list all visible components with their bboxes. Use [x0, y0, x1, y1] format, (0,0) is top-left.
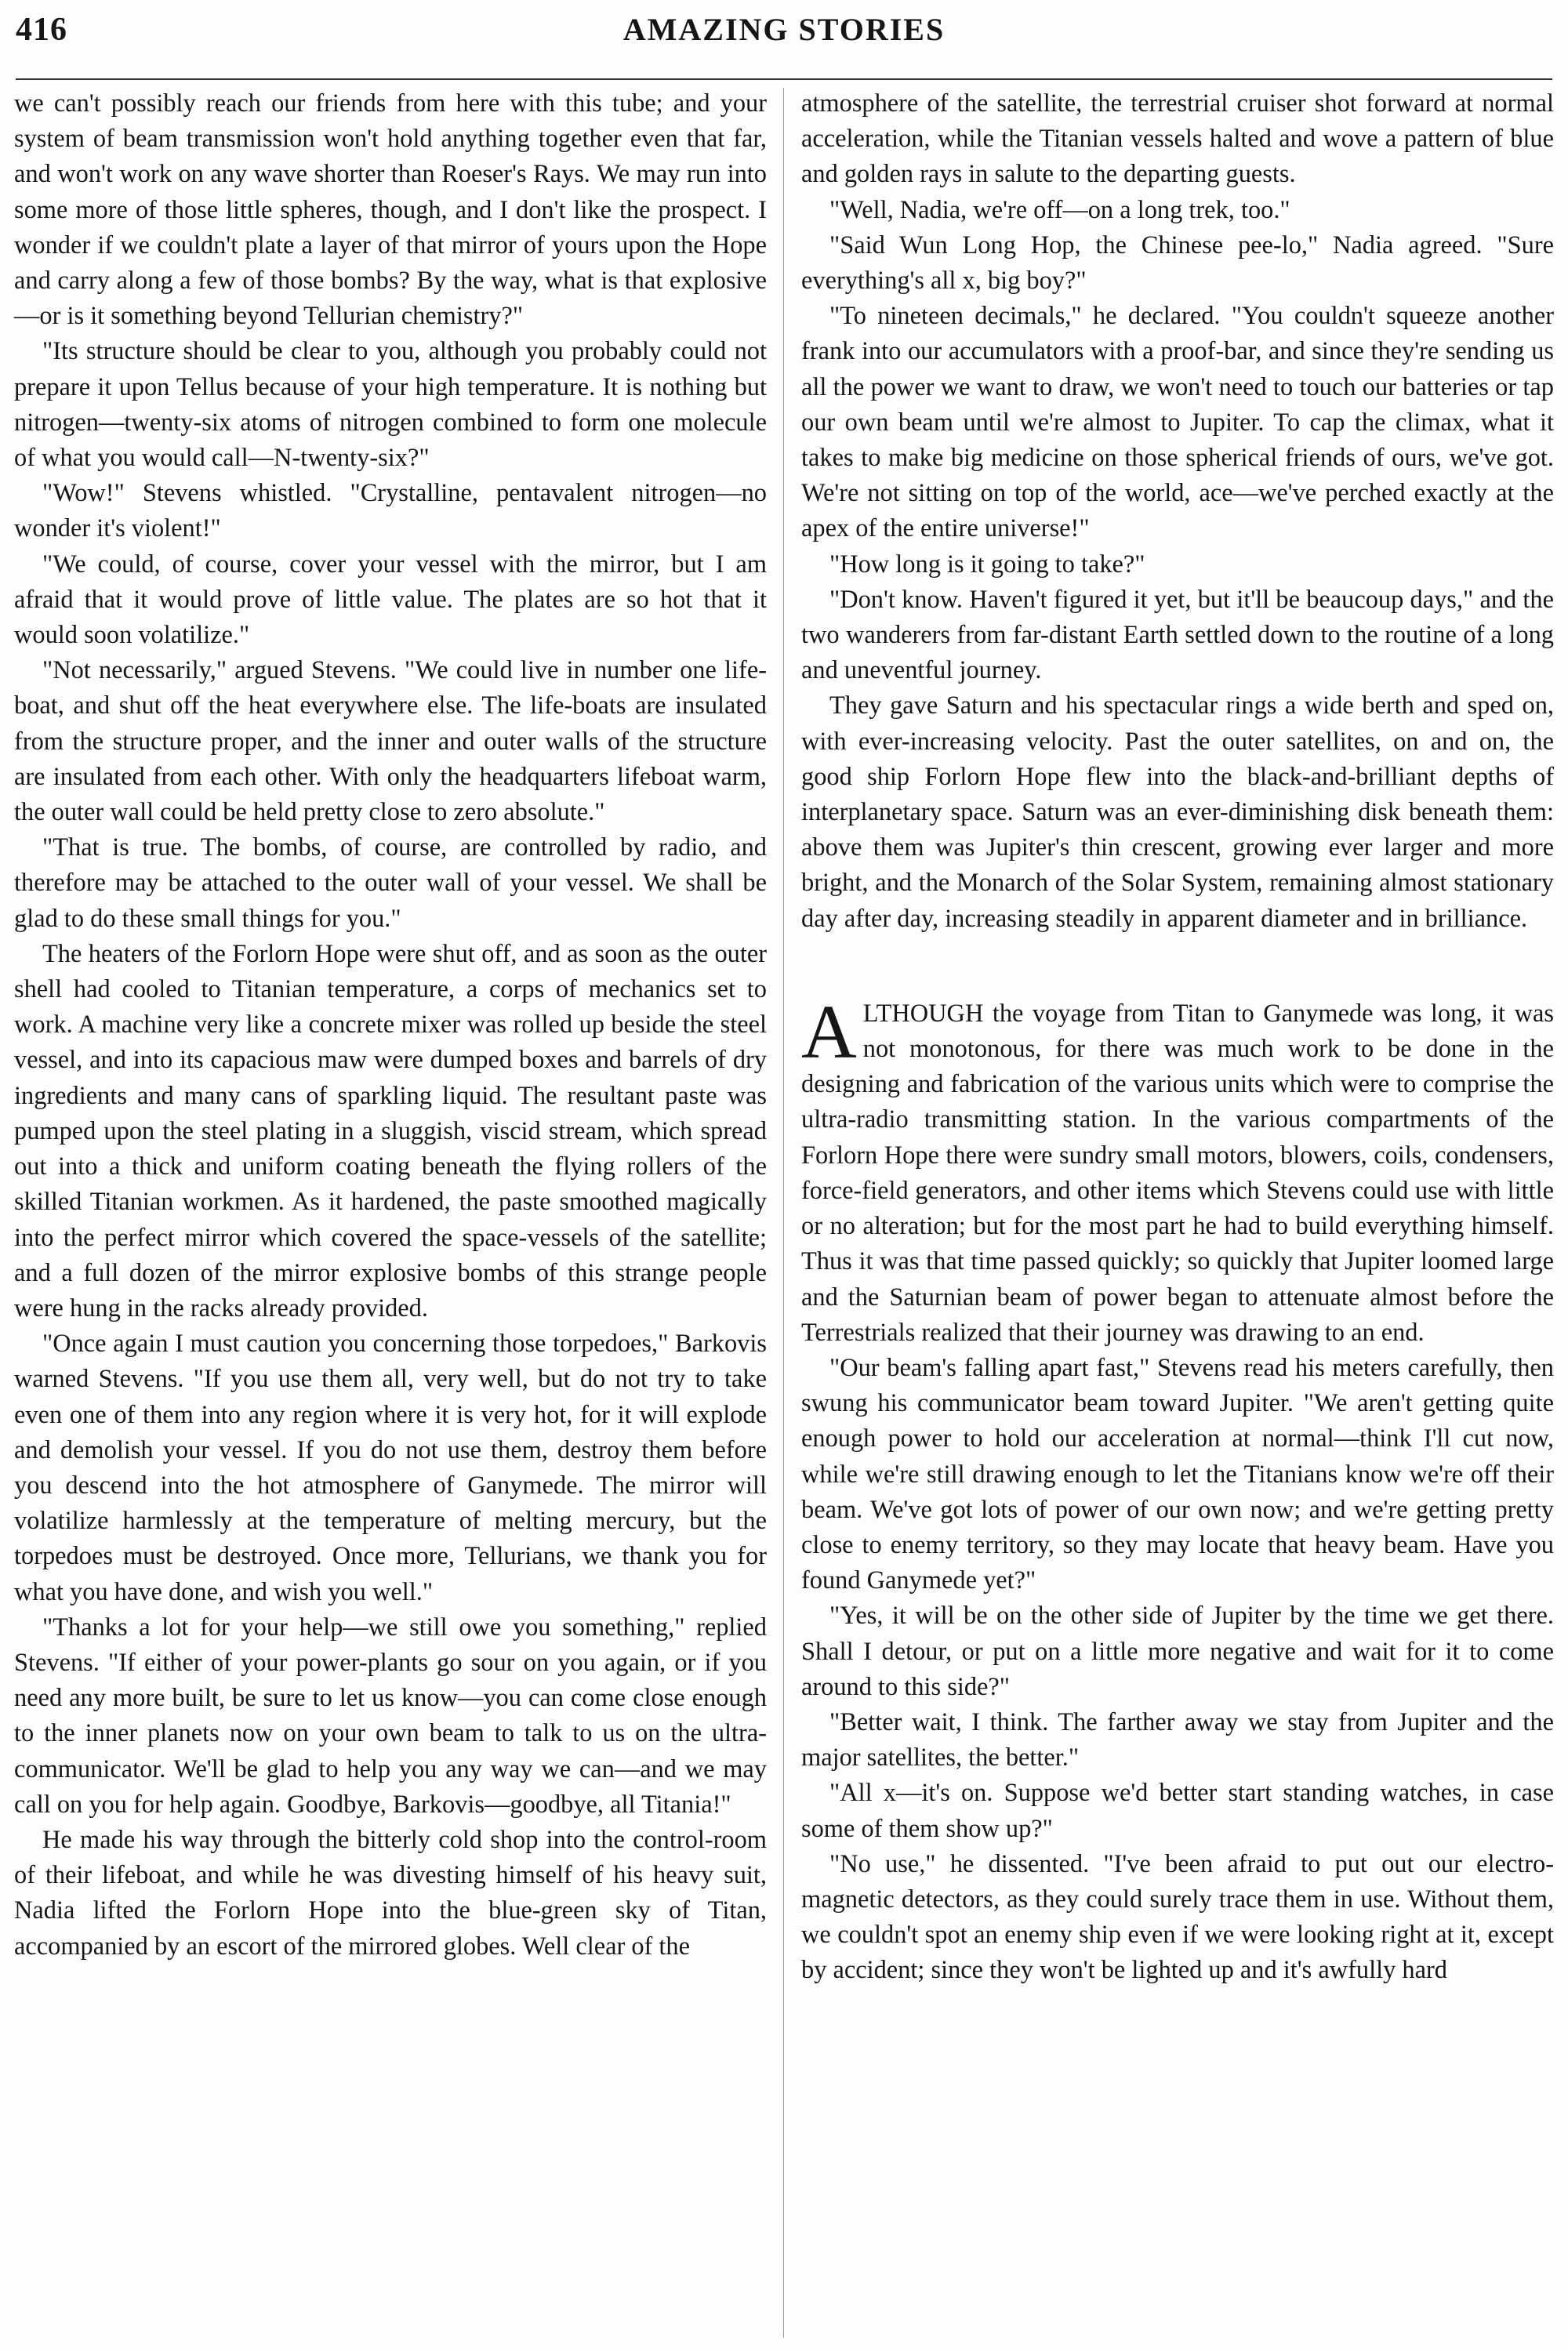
- paragraph: "Yes, it will be on the other side of Jupiter by the time we get there. Shall I detour, or put on a little more negative and wait for it to come around to this side?": [801, 1602, 1554, 1701]
- paragraph: He made his way through the bitterly cold shop into the control-room of their lifeboat, and while he was divesting himself of his heavy suit, Nadia lifted the Forlorn Hope into the blue-green sky of Titan, accompanied by an escort of the mirrored globes. Well clear of the: [14, 1825, 767, 1961]
- right-column: [801, 86, 1554, 1989]
- drop-cap-paragraph-text: LTHOUGH the voyage from Titan to Ganymede was long, it was not monotonous, for there was much work to be done in the designing and fabrication of the various units which were to comprise the ultra-radio transmitting station. In the various compartments of the Forlorn Hope there were sundry small motors, blowers, coils, condensers, force-field generators, and other items which Stevens could use with little or no alteration; but for the most part he had to build everything himself. Thus it was that time passed quickly; so quickly that Jupiter loomed large and the Saturnian beam of power began to attenuate almost before the Terrestrials realized that their journey was drawing to an end.: [801, 999, 1554, 1347]
- column-divider: [783, 88, 784, 2338]
- header-rule: [16, 78, 1552, 80]
- magazine-title: AMAZING STORIES: [622, 12, 946, 47]
- paragraph: "Said Wun Long Hop, the Chinese pee-lo," Nadia agreed. "Sure everything's all x, big boy?": [801, 230, 1554, 296]
- paragraph: "All x—it's on. Suppose we'd better start standing watches, in case some of them show up?": [801, 1779, 1554, 1843]
- paragraph: "Well, Nadia, we're off—on a long trek, too.": [829, 195, 1290, 224]
- section-break: [801, 937, 1554, 996]
- paragraph: "No use," he dissented. "I've been afraid to put out our electro-magnetic detectors, as they could surely trace them in use. Without them, we couldn't spot an enemy ship even if we were looking right at it, except by accident; since they won't be lighted up and it's awfully hard: [801, 1849, 1554, 1985]
- drop-cap-paragraph: [801, 989, 1554, 1351]
- left-column: [14, 86, 767, 1965]
- paragraph: "Wow!" Stevens whistled. "Crystalline, pentavalent nitrogen—no wonder it's violent!": [14, 479, 767, 543]
- paragraph: "Our beam's falling apart fast," Stevens read his meters carefully, then swung his communicator beam toward Jupiter. "We aren't getting quite enough power to hold our acceleration at normal—think I'll cut now, while we're still drawing enough to let the Titanians know we're off their beam. We've got lots of power of our own now; and we're getting pretty close to enemy territory, so they may locate that heavy beam. Have you found Ganymede yet?": [801, 1353, 1554, 1595]
- page-number: 416: [16, 12, 67, 48]
- paragraph: "Not necessarily," argued Stevens. "We could live in number one life-boat, and shut off the heat everywhere else. The life-boats are insulated from the structure proper, and the inner and outer walls of the structure are insulated from each other. With only the headquarters lifeboat warm, the outer wall could be held pretty close to zero absolute.": [14, 656, 767, 827]
- paragraph: "Thanks a lot for your help—we still owe you something," replied Stevens. "If either of your power-plants go sour on you again, or if you need any more built, be sure to let us know—you can come close enough to the inner planets now on your own beam to talk to us on the ultra-communicator. We'll be glad to help you any way we can—and we may call on you for help again. Goodbye, Barkovis—goodbye, all Titania!": [14, 1613, 767, 1819]
- paragraph: "To nineteen decimals," he declared. "You couldn't squeeze another frank into our accumulators with a proof-bar, and since they're sending us all the power we want to draw, we won't need to touch our batteries or tap our own beam until we're almost to Jupiter. To cap the climax, what it takes to make big medicine on those spherical friends of ours, we've got. We're not sitting on top of the world, ace—we've perched exactly at the apex of the entire universe!": [801, 302, 1554, 543]
- drop-cap-letter: A: [801, 989, 857, 1075]
- paragraph: atmosphere of the satellite, the terrestrial cruiser shot forward at normal acceleration, while the Titanian vessels halted and wove a pattern of blue and golden rays in salute to the departing guests.: [801, 89, 1554, 189]
- paragraph: "That is true. The bombs, of course, are controlled by radio, and therefore may be attached to the outer wall of your vessel. We shall be glad to do these small things for you.": [14, 833, 767, 933]
- paragraph: "Don't know. Haven't figured it yet, but it'll be beaucoup days," and the two wanderers from far-distant Earth settled down to the routine of a long and uneventful journey.: [801, 585, 1554, 685]
- paragraph: "How long is it going to take?": [829, 550, 1145, 579]
- paragraph: we can't possibly reach our friends from here with this tube; and your system of beam transmission won't hold anything together even that far, and won't work on any wave shorter than Roeser's Rays. We may run into some more of those little spheres, though, and I don't like the prospect. I wonder if we couldn't plate a layer of that mirror of yours upon the Hope and carry along a few of those bombs? By the way, what is that explosive—or is it something beyond Tellurian chemistry?": [14, 89, 767, 331]
- paragraph: They gave Saturn and his spectacular rings a wide berth and sped on, with ever-increasing velocity. Past the outer satellites, on and on, the good ship Forlorn Hope flew into the black-and-brilliant depths of interplanetary space. Saturn was an ever-diminishing disk beneath them: above them was Jupiter's thin crescent, growing ever larger and more bright, and the Monarch of the Solar System, remaining almost stationary day after day, increasing steadily in apparent diameter and in brilliance.: [801, 691, 1554, 933]
- paragraph: "Its structure should be clear to you, although you probably could not prepare it upon Tellus because of your high temperature. It is nothing but nitrogen—twenty-six atoms of nitrogen combined to form one molecule of what you would call—N-twenty-six?": [14, 337, 767, 473]
- paragraph: "We could, of course, cover your vessel with the mirror, but I am afraid that it would prove of little value. The plates are so hot that it would soon volatilize.": [14, 550, 767, 650]
- paragraph: The heaters of the Forlorn Hope were shut off, and as soon as the outer shell had cooled to Titanian temperature, a corps of mechanics set to work. A machine very like a concrete mixer was rolled up beside the steel vessel, and into its capacious maw were dumped boxes and barrels of dry ingredients and many cans of sparkling liquid. The resultant paste was pumped upon the steel plating in a sluggish, viscid stream, which spread out into a thick and uniform coating beneath the flying rollers of the skilled Titanian workmen. As it hardened, the paste smoothed magically into the perfect mirror which covered the space-vessels of the satellite; and a full dozen of the mirror explosive bombs of this strange people were hung in the racks already provided.: [14, 939, 767, 1322]
- paragraph: "Better wait, I think. The farther away we stay from Jupiter and the major satellites, the better.": [801, 1707, 1554, 1772]
- paragraph: "Once again I must caution you concerning those torpedoes," Barkovis warned Stevens. "If you use them all, very well, but do not try to take even one of them into any region where it is very hot, for it will explode and demolish your vessel. If you do not use them, destroy them before you descend into the hot atmosphere of Ganymede. The mirror will volatilize harmlessly at the temperature of melting mercury, but the torpedoes must be destroyed. Once more, Tellurians, we thank you for what you have done, and wish you well.": [14, 1330, 767, 1606]
- running-head: [16, 11, 1552, 66]
